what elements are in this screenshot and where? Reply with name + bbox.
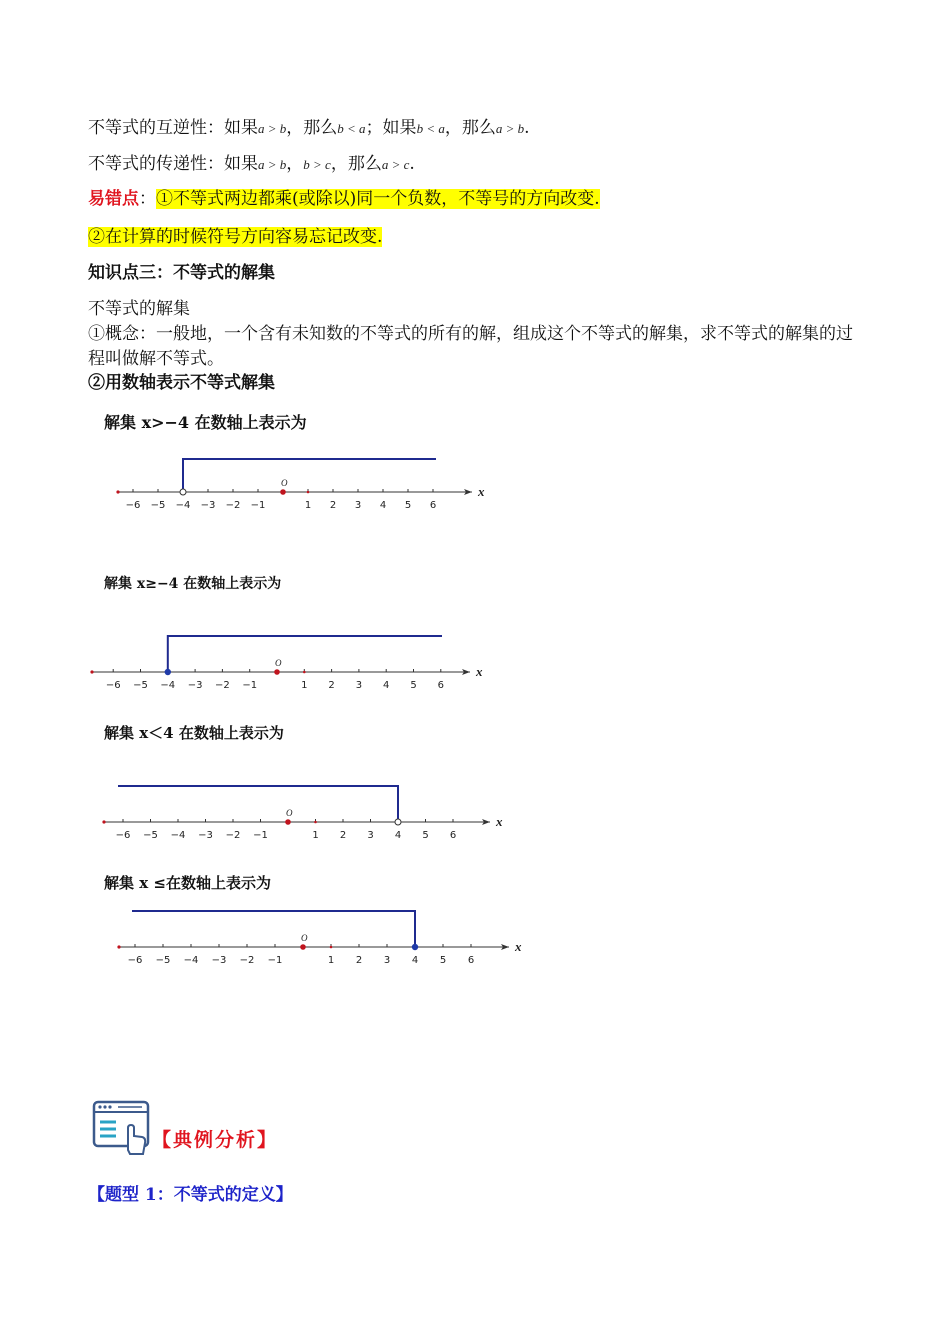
tick-label: 5 — [404, 500, 412, 511]
tick-label: −4 — [183, 955, 199, 966]
knowledge-point-heading: 知识点三：不等式的解集 — [88, 263, 275, 283]
tick-label: −3 — [187, 680, 203, 691]
tick-label: −1 — [253, 830, 268, 841]
math-expr: b > c — [303, 157, 331, 172]
tick-label: −3 — [200, 500, 216, 511]
number-line-diagram-2 — [88, 630, 488, 700]
pitfall-item-1: ①不等式两边都乘(或除以)同一个负数，不等号的方向改变. — [156, 189, 600, 209]
tick-label: 4 — [411, 955, 419, 966]
open-endpoint — [395, 819, 401, 825]
origin-label: O — [286, 808, 293, 818]
tick-label: −1 — [250, 500, 266, 511]
origin-point — [274, 669, 280, 675]
axis-start-dot — [102, 820, 105, 823]
numberline-caption-4: 解集 x ≤在数轴上表示为 — [104, 874, 271, 892]
transitivity-line — [88, 152, 415, 177]
tick-label: −6 — [127, 955, 143, 966]
unit-dot — [303, 671, 306, 674]
text-fragment: ；如果 — [365, 118, 417, 138]
origin-label: O — [301, 933, 308, 943]
tick-label: −5 — [155, 955, 171, 966]
tick-label: 4 — [394, 830, 402, 841]
browser-hand-pointer-icon — [92, 1098, 152, 1158]
tick-label: 1 — [312, 830, 319, 841]
tick-label: −5 — [133, 680, 148, 691]
tick-label: 4 — [379, 500, 387, 511]
tick-label: 5 — [422, 830, 429, 841]
origin-point — [280, 489, 286, 495]
tick-label: 6 — [429, 500, 437, 511]
tick-label: −3 — [198, 830, 213, 841]
axis-label: x — [515, 939, 522, 954]
tick-label: −1 — [242, 680, 258, 691]
tick-label: −6 — [125, 500, 141, 511]
pitfall-line-1 — [88, 187, 600, 211]
numberline-caption-2: 解集 x≥−4 在数轴上表示为 — [104, 576, 282, 592]
tick-label: −5 — [150, 500, 166, 511]
origin-label: O — [281, 478, 288, 488]
number-line-diagram-1 — [110, 452, 485, 522]
text-fragment: . — [524, 118, 530, 138]
tick-label: −4 — [170, 830, 186, 841]
tick-label: 2 — [328, 680, 335, 691]
tick-label: 3 — [354, 500, 362, 511]
tick-label: −6 — [105, 680, 121, 691]
tick-label: −2 — [225, 500, 241, 511]
numberline-caption-1: 解集 x>−4 在数轴上表示为 — [104, 413, 307, 432]
axis-start-dot — [116, 490, 119, 493]
pitfall-label: 易错点 — [88, 189, 139, 209]
reciprocity-label: 不等式的互逆性：如果 — [88, 118, 258, 138]
tick-label: −1 — [267, 955, 283, 966]
text-fragment: ，那么 — [444, 118, 496, 138]
numberline-caption-3: 解集 x＜4 在数轴上表示为 — [104, 724, 284, 742]
tick-label: 2 — [339, 830, 347, 841]
origin-point — [285, 819, 291, 825]
unit-dot — [307, 491, 310, 494]
tick-label: 6 — [437, 680, 444, 691]
axis-label: x — [496, 814, 503, 829]
axis-label: x — [478, 484, 485, 499]
tick-label: −4 — [160, 680, 176, 691]
math-expr: a > b — [495, 121, 525, 136]
math-expr: b < a — [416, 121, 445, 136]
tick-label: 5 — [410, 680, 417, 691]
text-fragment: . — [409, 154, 415, 174]
origin-point — [300, 944, 306, 950]
math-expr: b < a — [337, 121, 366, 136]
reciprocity-line — [88, 116, 530, 141]
tick-label: 1 — [304, 500, 312, 511]
unit-dot — [330, 946, 333, 949]
transitivity-label: 不等式的传递性：如果 — [88, 154, 258, 174]
tick-label: 2 — [355, 955, 363, 966]
math-expr: a > b — [258, 121, 287, 136]
tick-label: 1 — [327, 955, 335, 966]
section-banner: 【典例分析】 — [152, 1129, 279, 1151]
tick-label: −2 — [239, 955, 255, 966]
solution-ray — [183, 459, 436, 492]
tick-label: 2 — [329, 500, 337, 511]
text-fragment: ， — [286, 154, 304, 174]
text-fragment: ： — [139, 189, 156, 209]
numberline-heading: ②用数轴表示不等式解集 — [88, 373, 275, 393]
number-line-diagram-3 — [98, 780, 503, 850]
closed-endpoint — [165, 669, 171, 675]
tick-label: −3 — [211, 955, 227, 966]
text-fragment: ，那么 — [286, 118, 338, 138]
tick-label: 6 — [467, 955, 475, 966]
axis-start-dot — [90, 670, 93, 673]
unit-dot — [314, 821, 317, 824]
tick-label: −4 — [175, 500, 191, 511]
closed-endpoint — [412, 944, 418, 950]
question-type-heading: 【题型 1：不等式的定义】 — [88, 1185, 293, 1205]
axis-label: x — [476, 664, 483, 679]
number-line-diagram-4 — [113, 905, 523, 975]
solution-ray — [168, 636, 442, 672]
origin-label: O — [275, 658, 282, 668]
solution-set-subheading: 不等式的解集 — [88, 299, 190, 319]
math-expr: a > b — [258, 157, 287, 172]
tick-label: 3 — [355, 680, 363, 691]
axis-start-dot — [117, 945, 120, 948]
tick-label: −5 — [143, 830, 158, 841]
tick-label: −2 — [225, 830, 241, 841]
open-endpoint — [180, 489, 186, 495]
math-expr: a > c — [381, 157, 410, 172]
pitfall-item-2: ②在计算的时候符号方向容易忘记改变. — [88, 227, 383, 247]
tick-label: 4 — [383, 680, 390, 691]
tick-label: 3 — [367, 830, 374, 841]
solution-ray — [132, 911, 415, 947]
tick-label: 1 — [301, 680, 308, 691]
solution-ray — [118, 786, 398, 822]
tick-label: 5 — [439, 955, 447, 966]
tick-label: −6 — [115, 830, 131, 841]
tick-label: −2 — [215, 680, 230, 691]
tick-label: 3 — [383, 955, 391, 966]
concept-paragraph: ①概念：一般地，一个含有未知数的不等式的所有的解，组成这个不等式的解集，求不等式的解集的过程叫做解不等式。 — [88, 324, 853, 369]
text-fragment: ，那么 — [330, 154, 382, 174]
tick-label: 6 — [449, 830, 457, 841]
pitfall-line-2 — [88, 225, 382, 249]
